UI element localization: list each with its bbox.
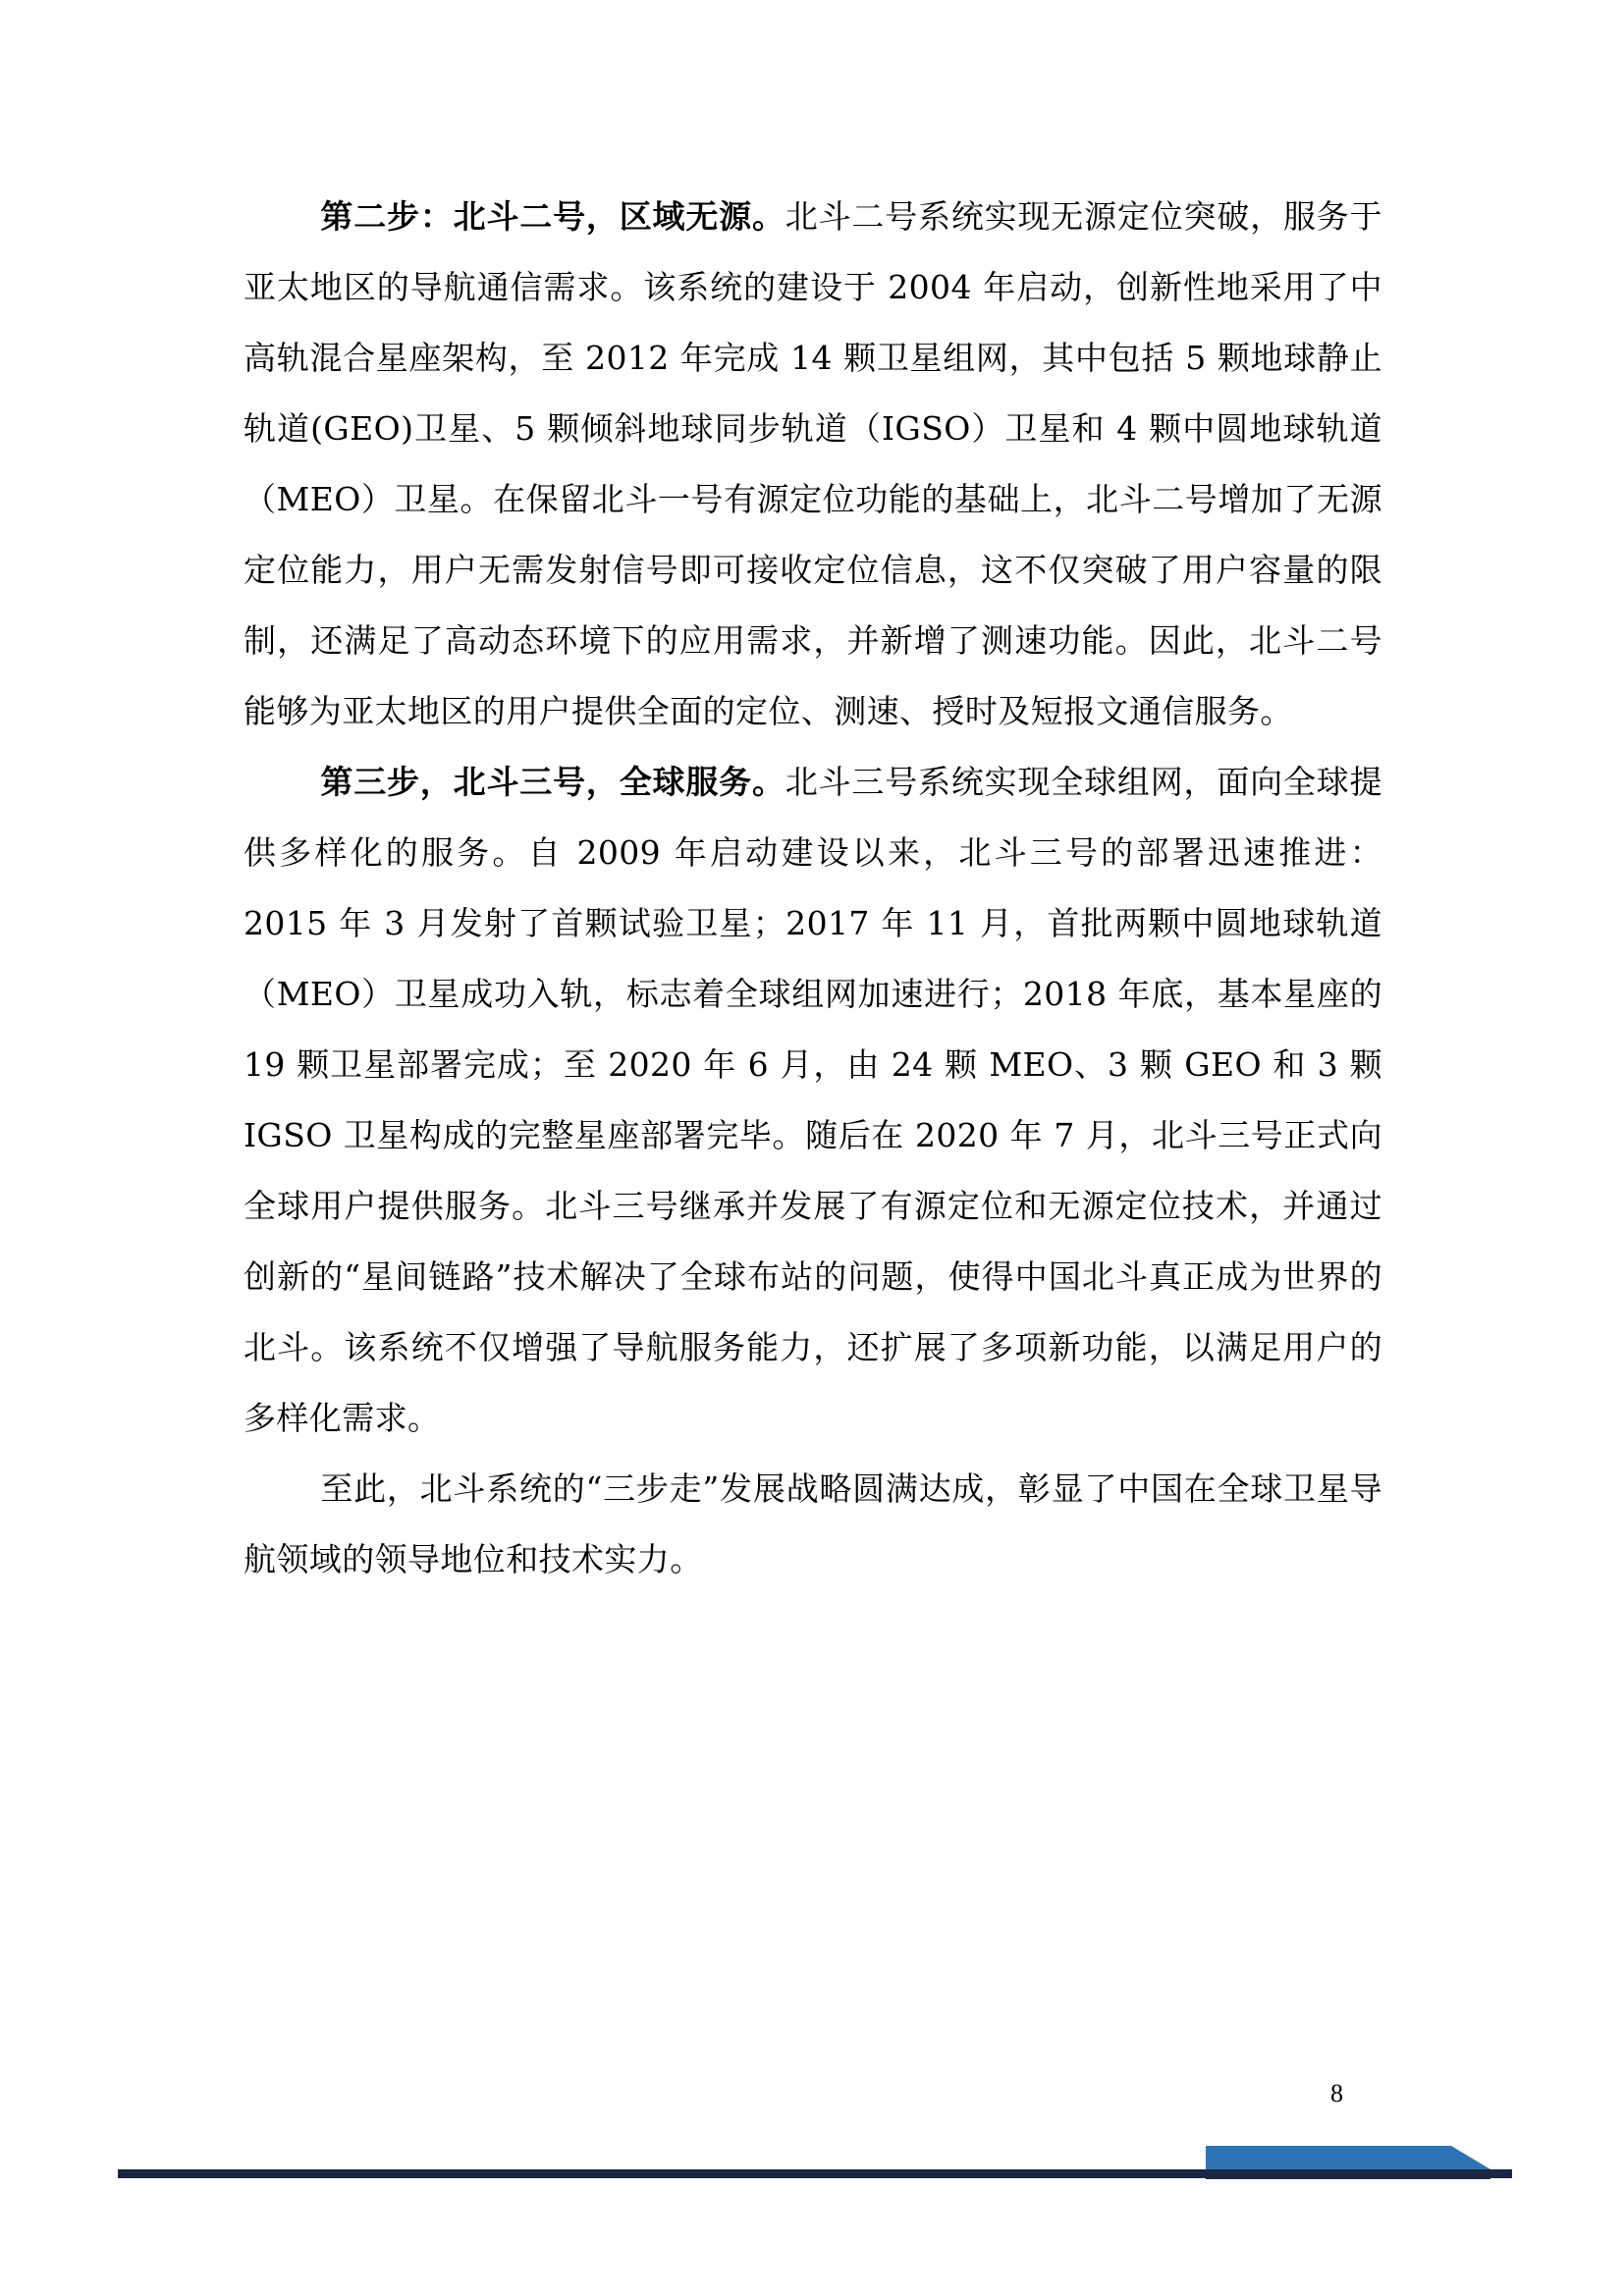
paragraph-text-step-two: 北斗二号系统实现无源定位突破，服务于亚太地区的导航通信需求。该系统的建设于 2004 年启动，创新性地采用了中高轨混合星座架构，至 2012 年完成 14 颗卫星组网，其中包括 5 颗地球静止轨道(GEO)卫星、5 颗倾斜地球同步轨道（IGSO）卫星和 4 颗中圆地球轨道（MEO）卫星。在保留北斗一号有源定位功能的基础上，北斗二号增加了无源定位能力，用户无需发射信号即可接收定位信息，这不仅突破了用户容量的限制，还满足了高动态环境下的应用需求，并新增了测速功能。因此，北斗二号能够为亚太地区的用户提供全面的定位、测速、授时及短报文通信服务。 — [244, 197, 1383, 730]
paragraph-heading-step-three: 第三步，北斗三号，全球服务。 — [320, 763, 785, 801]
paragraph-step-two — [244, 182, 1382, 747]
page-number: 8 — [1330, 2079, 1343, 2108]
page-body — [244, 182, 1382, 1595]
paragraph-text-conclusion: 至此，北斗系统的“三步走”发展战略圆满达成，彰显了中国在全球卫星导航领域的领导地位和技术实力。 — [244, 1469, 1382, 1578]
paragraph-heading-step-two: 第二步：北斗二号，区域无源。 — [320, 197, 785, 236]
paragraph-conclusion — [244, 1454, 1382, 1595]
footer-accent-shape — [1206, 2146, 1490, 2169]
paragraph-step-three — [244, 747, 1382, 1454]
paragraph-text-step-three: 北斗三号系统实现全球组网，面向全球提供多样化的服务。自 2009 年启动建设以来，北斗三号的部署迅速推进：2015 年 3 月发射了首颗试验卫星；2017 年 11 月，首批两颗中圆地球轨道（MEO）卫星成功入轨，标志着全球组网加速进行；2018 年底，基本星座的 19 颗卫星部署完成；至 2020 年 6 月，由 24 颗 MEO、3 颗 GEO 和 3 颗 IGSO 卫星构成的完整星座部署完毕。随后在 2020 年 7 月，北斗三号正式向全球用户提供服务。北斗三号继承并发展了有源定位和无源定位技术，并通过创新的“星间链路”技术解决了全球布站的问题，使得中国北斗真正成为世界的北斗。该系统不仅增强了导航服务能力，还扩展了多项新功能，以满足用户的多样化需求。 — [244, 763, 1383, 1437]
footer-rule-extension — [1206, 2169, 1490, 2179]
page-footer-decoration — [0, 2110, 1624, 2228]
